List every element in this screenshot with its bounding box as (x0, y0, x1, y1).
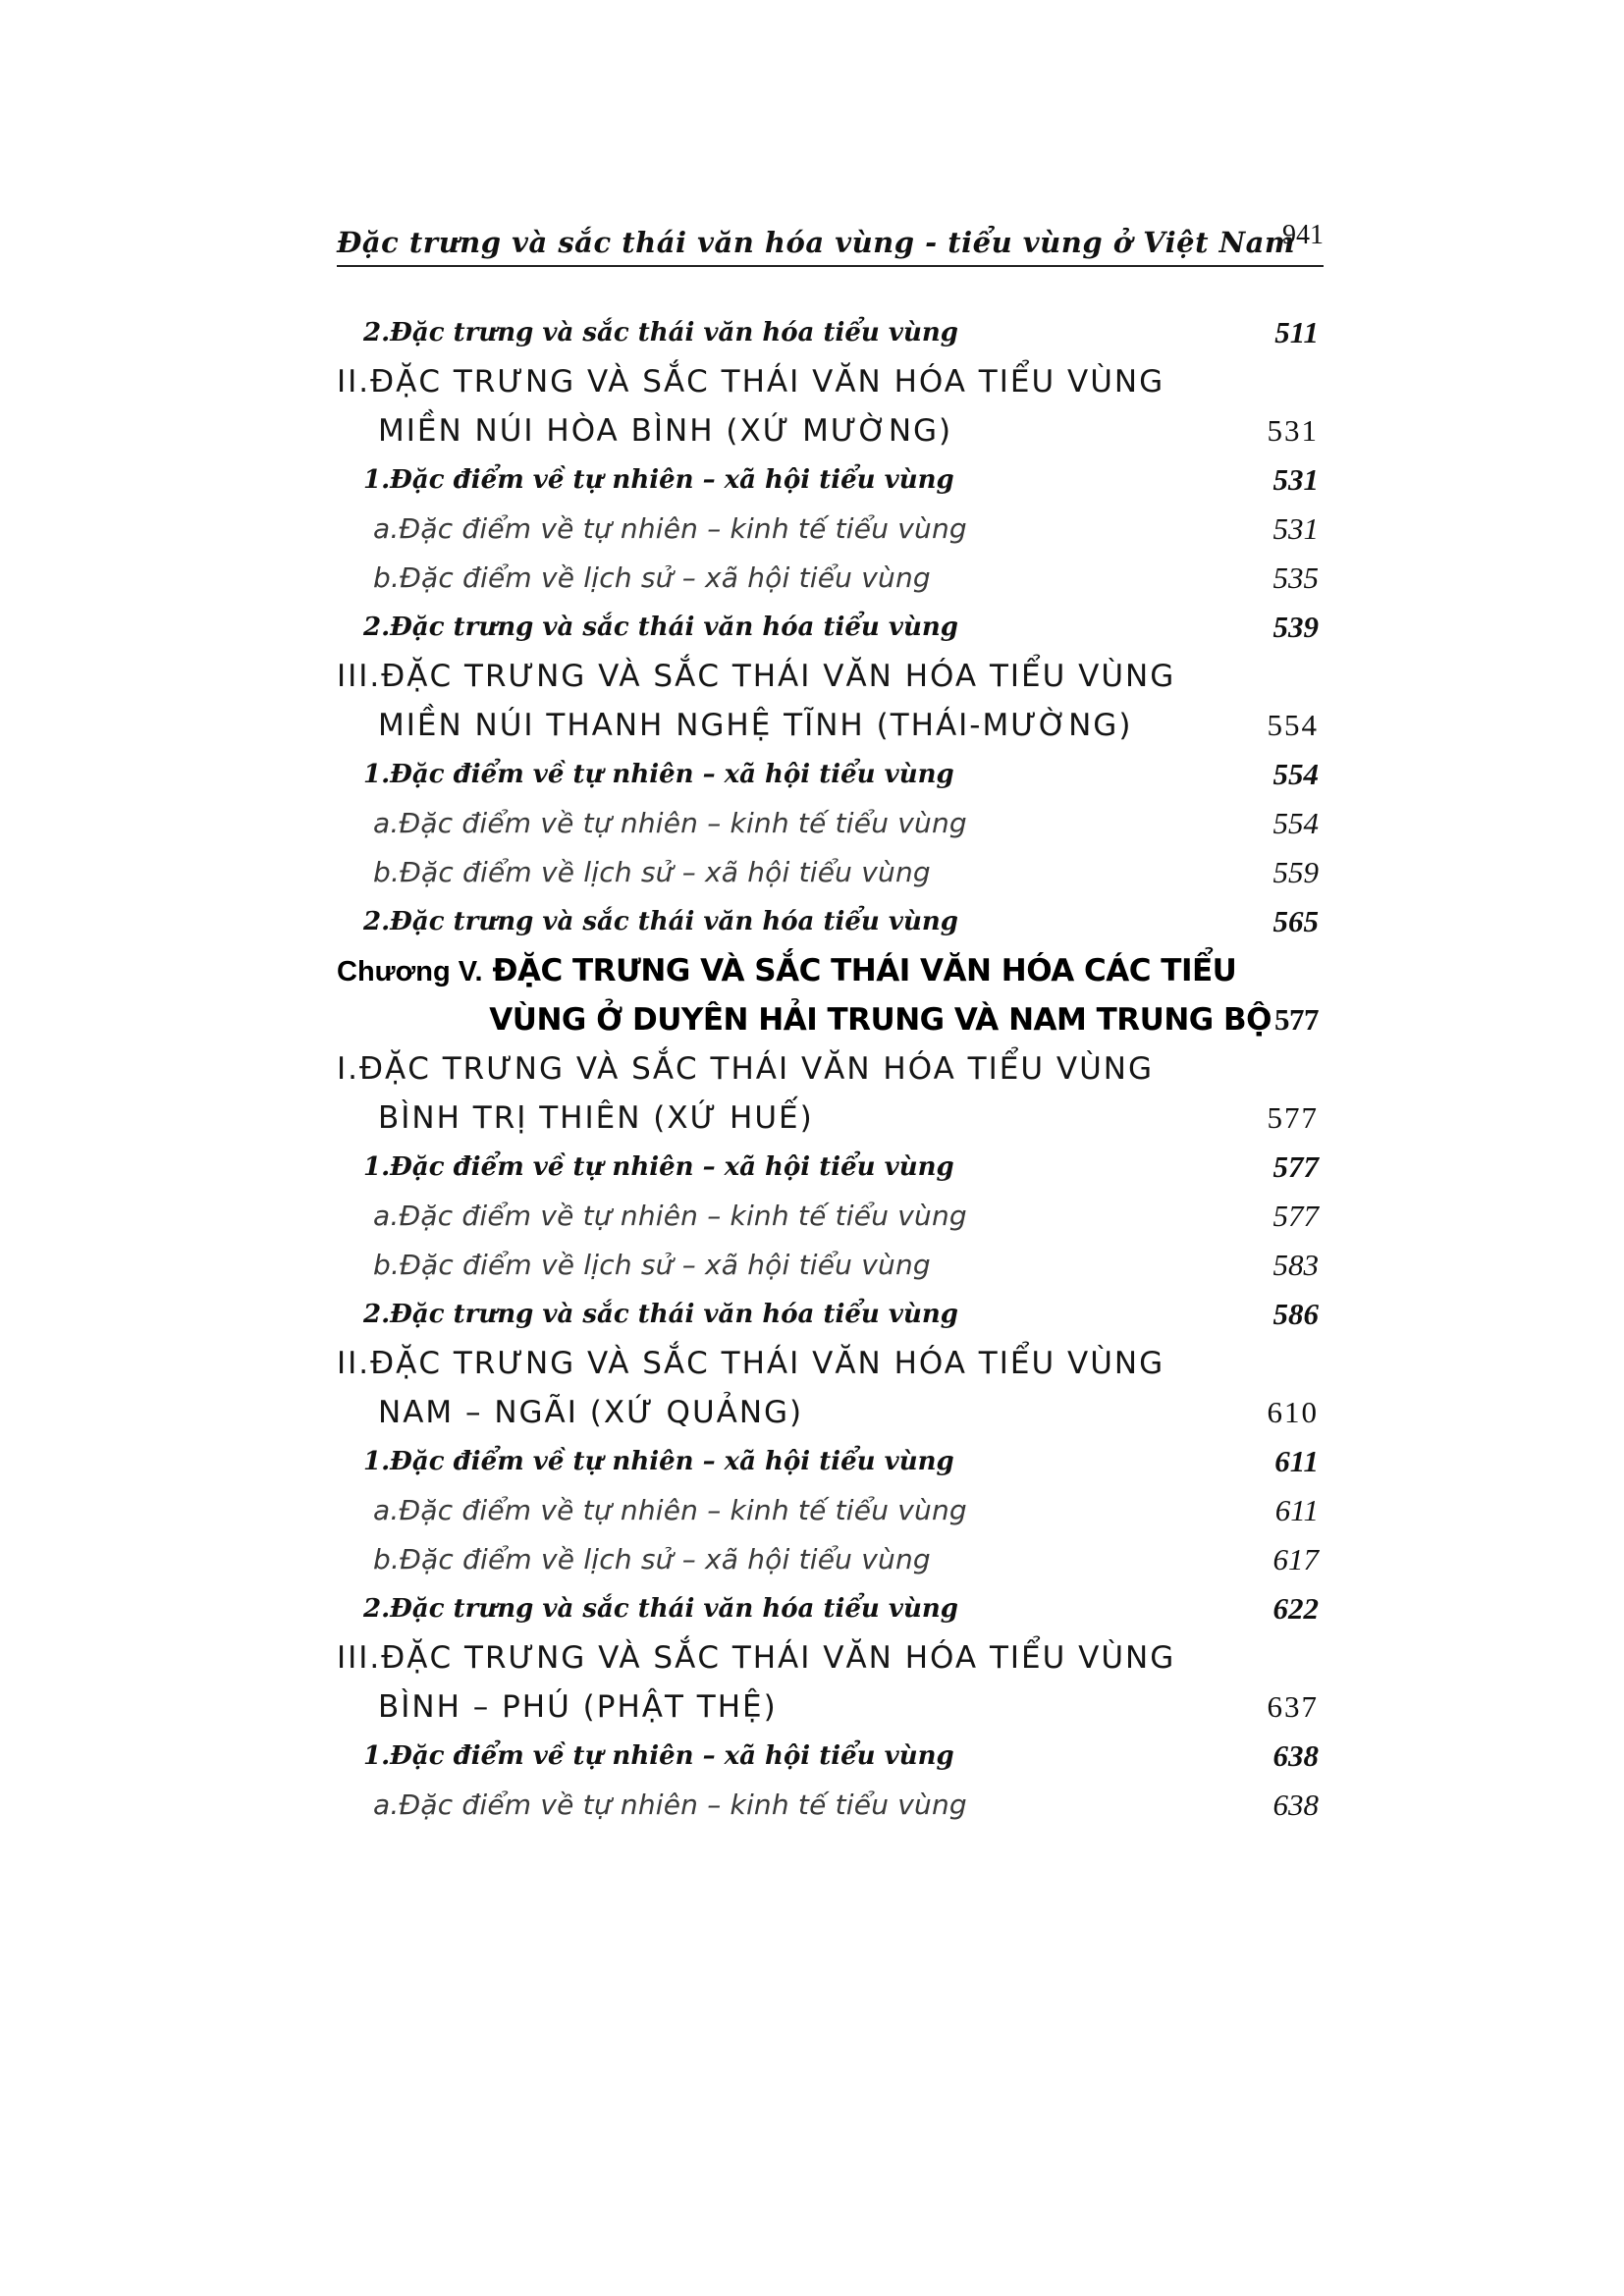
toc-entry-section (337, 1044, 1319, 1094)
toc-entry-section (337, 1633, 1319, 1682)
toc-entry-page: 554 (1267, 708, 1319, 742)
toc-entry-section (337, 1339, 1319, 1388)
toc-entry-chapter (337, 946, 1319, 995)
toc-entry-page: 577 (1274, 1002, 1319, 1037)
toc-entry-title: b.Đặc điểm về lịch sử – xã hội tiểu vùng (373, 1249, 931, 1281)
toc-entry-title: BÌNH – PHÚ (PHẬT THỆ) (378, 1689, 778, 1725)
toc-entry-page: 554 (1272, 757, 1319, 791)
toc-entry-subsection (337, 1584, 1319, 1633)
toc-entry-item (337, 1486, 1319, 1535)
toc-entry-section (337, 652, 1319, 701)
toc-entry-title: MIỀN NÚI HÒA BÌNH (XỨ MƯỜNG) (378, 413, 953, 449)
toc-entry-page: 577 (1272, 1199, 1319, 1233)
toc-entry-title: 2.Đặc trưng và sắc thái văn hóa tiểu vùng (363, 907, 958, 936)
toc-entry-title: a.Đặc điểm về tự nhiên – kinh tế tiểu vùng (373, 1200, 967, 1232)
toc-entry-subsection (337, 897, 1319, 946)
toc-entry-subsection (337, 1732, 1319, 1781)
toc-entry-title: a.Đặc điểm về tự nhiên – kinh tế tiểu vùng (373, 1494, 967, 1526)
toc-entry-page: 611 (1274, 1493, 1319, 1527)
toc-entry-title: 1.Đặc điểm về tự nhiên – xã hội tiểu vùng (363, 1741, 954, 1771)
toc-entry-page: 535 (1272, 561, 1319, 595)
toc-entry-page: 565 (1272, 904, 1319, 938)
toc-entry-page: 622 (1272, 1591, 1319, 1626)
table-of-contents (337, 308, 1319, 1830)
toc-entry-title: II.ĐẶC TRƯNG VÀ SẮC THÁI VĂN HÓA TIỂU VÙNG (337, 1346, 1165, 1381)
toc-entry-page: 611 (1274, 1444, 1319, 1478)
page-header (337, 210, 1324, 267)
toc-entry-subsection (337, 750, 1319, 799)
toc-entry-item (337, 1781, 1319, 1830)
toc-entry-title: b.Đặc điểm về lịch sử – xã hội tiểu vùng (373, 1543, 931, 1575)
chapter-label: Chương V. (337, 956, 483, 988)
toc-entry-title: 1.Đặc điểm về tự nhiên – xã hội tiểu vùng (363, 1447, 954, 1476)
page-number: 941 (1282, 220, 1324, 250)
toc-entry-title: 2.Đặc trưng và sắc thái văn hóa tiểu vùng (363, 1594, 958, 1624)
toc-entry-section-continued (337, 701, 1319, 750)
toc-entry-title: 2.Đặc trưng và sắc thái văn hóa tiểu vùng (363, 613, 958, 642)
toc-entry-chapter-continued (337, 995, 1319, 1044)
toc-entry-title: BÌNH TRỊ THIÊN (XỨ HUẾ) (378, 1100, 814, 1136)
toc-entry-section-continued (337, 406, 1319, 455)
toc-entry-title: a.Đặc điểm về tự nhiên – kinh tế tiểu vùng (373, 1789, 967, 1821)
toc-entry-title: NAM – NGÃI (XỨ QUẢNG) (378, 1395, 804, 1430)
toc-entry-subsection (337, 603, 1319, 652)
toc-entry-page: 577 (1272, 1149, 1319, 1184)
toc-entry-section-continued (337, 1682, 1319, 1732)
toc-entry-item (337, 1241, 1319, 1290)
toc-entry-page: 638 (1272, 1738, 1319, 1773)
toc-entry-subsection (337, 455, 1319, 505)
toc-entry-subsection (337, 1290, 1319, 1339)
toc-entry-item (337, 1192, 1319, 1241)
toc-entry-title: 1.Đặc điểm về tự nhiên – xã hội tiểu vùng (363, 1152, 954, 1182)
toc-entry-page: 586 (1272, 1297, 1319, 1331)
toc-entry-page: 559 (1272, 855, 1319, 889)
chapter-title: ĐẶC TRƯNG VÀ SẮC THÁI VĂN HÓA CÁC TIỂU (492, 953, 1237, 988)
toc-entry-page: 531 (1272, 462, 1319, 497)
toc-entry-section-continued (337, 1094, 1319, 1143)
toc-entry-title: 2.Đặc trưng và sắc thái văn hóa tiểu vùng (363, 1300, 958, 1329)
toc-entry-title: 1.Đặc điểm về tự nhiên – xã hội tiểu vùng (363, 465, 954, 495)
toc-entry-page: 539 (1272, 610, 1319, 644)
toc-entry-item (337, 799, 1319, 848)
toc-entry-page: 511 (1274, 315, 1319, 349)
toc-entry-page: 638 (1272, 1788, 1319, 1822)
toc-entry-title: I.ĐẶC TRƯNG VÀ SẮC THÁI VĂN HÓA TIỂU VÙNG (337, 1051, 1154, 1087)
toc-entry-title: III.ĐẶC TRƯNG VÀ SẮC THÁI VĂN HÓA TIỂU VÙNG (337, 659, 1176, 694)
toc-entry-title: MIỀN NÚI THANH NGHỆ TĨNH (THÁI-MƯỜNG) (378, 708, 1133, 743)
toc-entry-title: III.ĐẶC TRƯNG VÀ SẮC THÁI VĂN HÓA TIỂU VÙNG (337, 1640, 1176, 1676)
toc-entry-subsection (337, 1143, 1319, 1192)
toc-entry-title: a.Đặc điểm về tự nhiên – kinh tế tiểu vùng (373, 512, 967, 545)
toc-entry-item (337, 505, 1319, 554)
toc-entry-item (337, 1535, 1319, 1584)
toc-entry-title: b.Đặc điểm về lịch sử – xã hội tiểu vùng (373, 856, 931, 888)
running-title: Đặc trưng và sắc thái văn hóa vùng - tiểu vùng ở Việt Nam (337, 226, 1296, 259)
toc-entry-subsection (337, 308, 1319, 357)
toc-entry-page: 637 (1267, 1689, 1319, 1724)
toc-entry-item (337, 554, 1319, 603)
toc-entry-title: b.Đặc điểm về lịch sử – xã hội tiểu vùng (373, 561, 931, 594)
toc-entry-page: 617 (1272, 1542, 1319, 1576)
toc-entry-title: 1.Đặc điểm về tự nhiên – xã hội tiểu vùng (363, 760, 954, 789)
toc-entry-page: 531 (1272, 511, 1319, 546)
toc-entry-page: 583 (1272, 1248, 1319, 1282)
toc-entry-title (337, 946, 1236, 996)
toc-entry-title: a.Đặc điểm về tự nhiên – kinh tế tiểu vùng (373, 807, 967, 839)
toc-entry-title: 2.Đặc trưng và sắc thái văn hóa tiểu vùng (363, 318, 958, 347)
toc-entry-item (337, 848, 1319, 897)
toc-entry-page: 554 (1272, 806, 1319, 840)
toc-entry-page: 610 (1267, 1395, 1319, 1429)
toc-entry-section-continued (337, 1388, 1319, 1437)
toc-entry-subsection (337, 1437, 1319, 1486)
toc-entry-page: 531 (1267, 413, 1319, 448)
toc-entry-section (337, 357, 1319, 406)
toc-entry-page: 577 (1267, 1100, 1319, 1135)
toc-entry-title: II.ĐẶC TRƯNG VÀ SẮC THÁI VĂN HÓA TIỂU VÙNG (337, 364, 1165, 400)
toc-entry-title: VÙNG Ở DUYÊN HẢI TRUNG VÀ NAM TRUNG BỘ (489, 1002, 1272, 1038)
